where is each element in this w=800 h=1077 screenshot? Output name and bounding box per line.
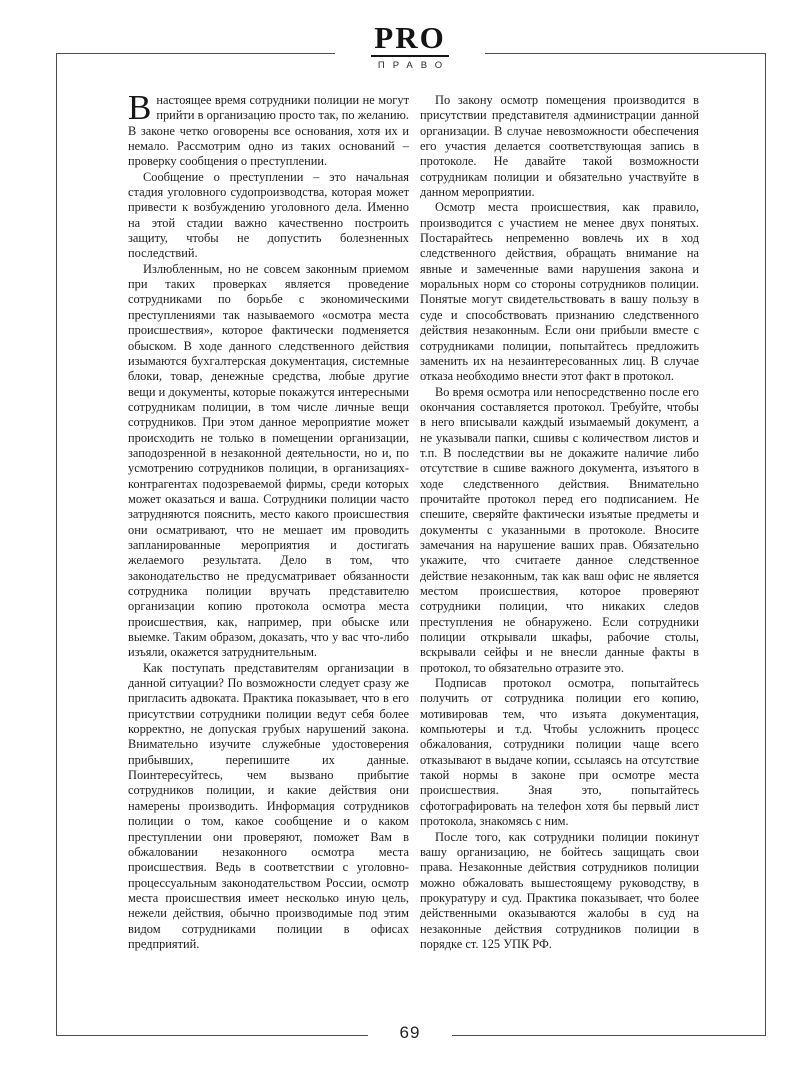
paragraph: Во время осмотра или непосредственно после его окончания составляется протокол. Требуйте, чтобы в него вписывали каждый изымаемый документ, а не указывали папки, сшивы с количеством листов и т.п. В последствии вы не докажите наличие либо отсутствие в сшиве важного документа, изъятого в ходе следственного действия. Внимательно прочитайте протокол перед его подписанием. Не спешите, сверяйте фактически изъятые предметы и документы с указанными в протоколе. Вносите замечания на нарушение ваших прав. Обязательно укажите, что считаете данное следственное действие незаконным, так как ваш офис не является местом происшествия, которое проверяют сотрудники полиции, что никаких следов преступления не обнаружено. Если сотрудники полиции открывали шкафы, рабочие столы, вскрывали сейфы и не внесли данные факты в протокол, то обязательно отразите это. (420, 384, 699, 675)
article-column-right (420, 93, 699, 952)
magazine-logo (335, 22, 485, 73)
paragraph: По закону осмотр помещения производится в присутствии представителя администрации данной организации. В случае невозможности обеспечения его участия делается соответствующая запись в протоколе. Не давайте такой возможности сотрудникам полиции и обязательно участвуйте в данном мероприятии. (420, 93, 699, 200)
paragraph: Осмотр места происшествия, как правило, производится с участием не менее двух понятых. Постарайтесь непременно вовлечь их в ход следственного действия, обращать внимание на явные и замеченные вами нарушения закона и моральных норм со стороны сотрудников полиции. Понятые могут свидетельствовать в вашу пользу в суде и способствовать признанию следственного действия незаконным. Если они прибыли вместе с сотрудниками полиции, попытайтесь предложить заменить их на незаинтересованных лиц. В случае отказа необходимо внести этот факт в протокол. (420, 200, 699, 384)
page-footer (368, 1021, 452, 1046)
paragraph: Подписав протокол осмотра, попытайтесь получить от сотрудника полиции его копию, мотивировав тем, что изъята документация, компьютеры и т.д. Чтобы усложнить процесс обжалования, сотрудники полиции чаще всего отказывают в выдаче копии, ссылаясь на отсутствие такой нормы в законе при осмотре места происшествия. Зная это, попытайтесь сфотографировать на телефон хотя бы первый лист протокола, знакомясь с ним. (420, 676, 699, 829)
logo-pravo-text: ПРАВО (377, 60, 451, 71)
page-number: 69 (399, 1023, 421, 1042)
paragraph: После того, как сотрудники полиции покинут вашу организацию, не бойтесь защищать свои права. Незаконные действия сотрудников полиции можно обжаловать вышестоящему руководству, в прокуратуру и суд. Практика показывает, что более действенными оказываются жалобы в суд на незаконные действия сотрудников полиции в порядке ст. 125 УПК РФ. (420, 829, 699, 951)
article-column-left (128, 88, 409, 952)
paragraph-text: настоящее время сотрудники полиции не могут прийти в организацию просто так, по желанию. В законе четко оговорены все основания, хотя их и немало. Рассмотрим одно из таких оснований – проверку сообщения о преступлении. (128, 93, 409, 169)
paragraph: Сообщение о преступлении – это начальная стадия уголовного судопроизводства, которая может привести к возбуждению уголовного дела. Именно на этой стадии важно качественно построить защиту, чтобы не допустить болезненных последствий. (128, 169, 409, 261)
logo-pro-text: PRO (371, 22, 448, 57)
paragraph (128, 88, 409, 170)
drop-cap: В (128, 88, 152, 127)
paragraph: Излюбленным, но не совсем законным приемом при таких проверках является проведение сотрудниками по борьбе с экономическими преступлениями так называемого «осмотра места происшествия», которое фактически подменяется обыском. В ходе данного следственного действия изымаются бухгалтерская документация, системные блоки, товар, денежные средства, любые другие вещи и документы, которые покажутся интересными сотрудникам полиции, в том числе личные вещи сотрудников. При этом данное мероприятие может происходить не только в помещении организации, заподозренной в незаконной деятельности, но и, по усмотрению сотрудников полиции, в организациях-контрагентах подозреваемой фирмы, среди которых может оказаться и ваша. Сотрудники полиции часто затрудняются пояснить, место какого происшествия они осматривают, что не мешает им проводить запланированные мероприятия и достигать желаемого результата. Дело в том, что законодательство не предусматривает обязанности сотрудника полиции вручать представителю организации копию протокола осмотра места происшествия, как, например, при обыске или выемке. Таким образом, доказать, что у вас что-либо изъяли, окажется затруднительным. (128, 261, 409, 660)
paragraph: Как поступать представителям организации в данной ситуации? По возможности следует сразу же пригласить адвоката. Практика показывает, что в его присутствии сотрудники полиции ведут себя более корректно, не допуская грубых нарушений закона. Внимательно изучите служебные удостоверения прибывших, перепишите их данные. Поинтересуйтесь, чем вызвано прибытие сотрудников полиции, и какие действия они намерены производить. Информация сотрудников полиции о том, какое сообщение и о каком преступлении они проверяют, поможет Вам в обжаловании незаконного осмотра места происшествия. Ведь в соответствии с уголовно-процессуальным законодательством России, осмотр места происшествия имеет несколько иную цель, нежели действия, обычно производимые под этим видом сотрудниками полиции в офисах предприятий. (128, 660, 409, 951)
